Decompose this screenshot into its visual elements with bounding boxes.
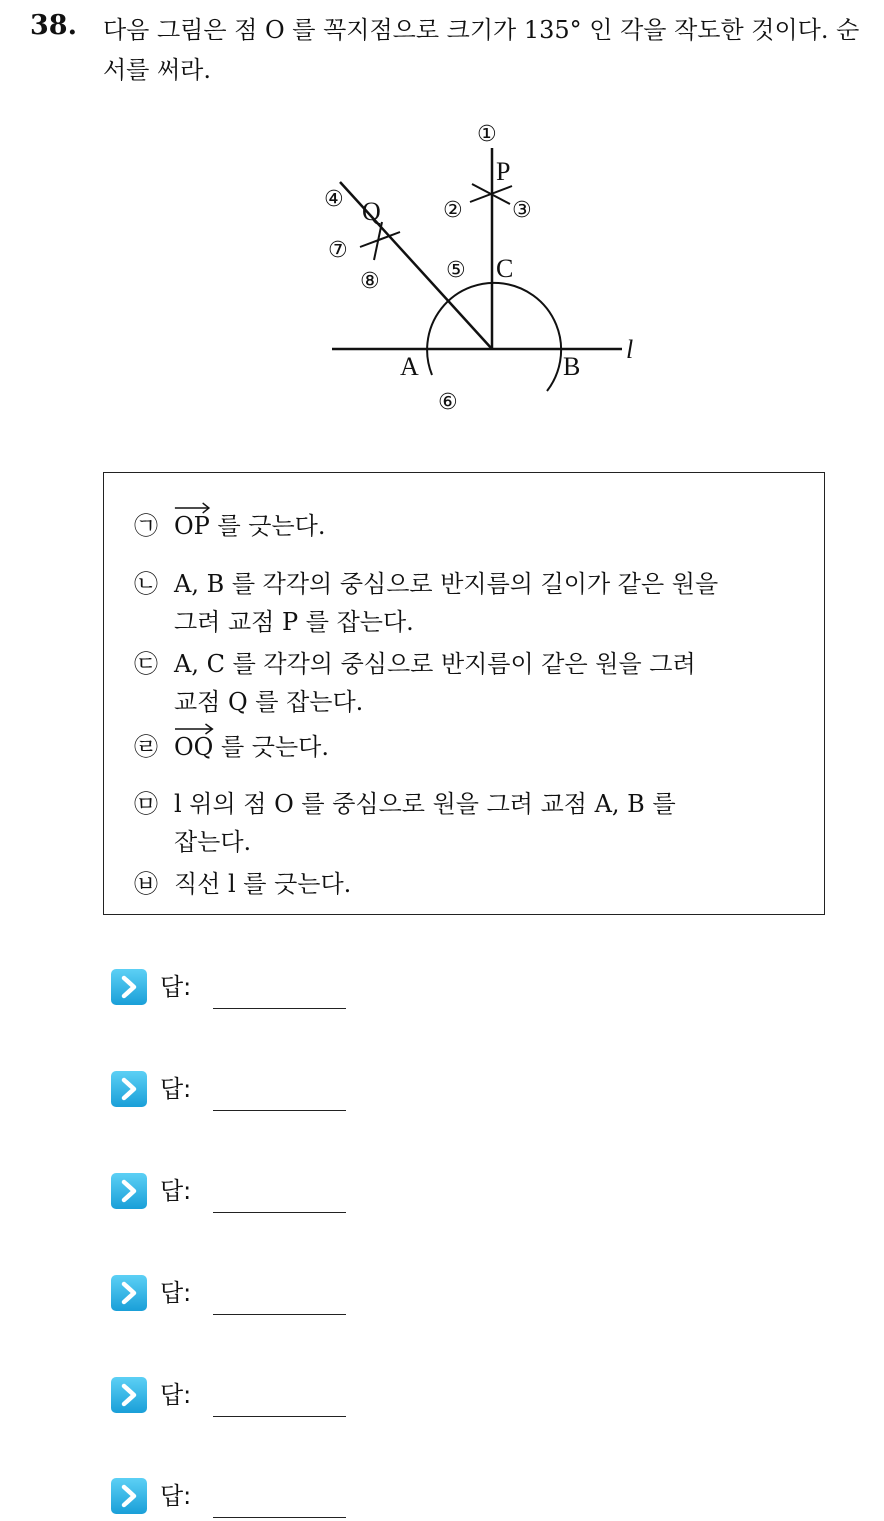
label-a: A [400, 352, 419, 381]
choice-text-line-1: l 위의 점 O 를 중심으로 원을 그려 교점 A, B 를 [174, 790, 676, 818]
step-6-label: ⑥ [438, 390, 458, 415]
choice-marker: ㉠ [134, 512, 158, 540]
label-q: Q [362, 197, 381, 226]
choice-text-line-1: 직선 l 를 긋는다. [174, 870, 352, 898]
choice-marker: ㉡ [134, 570, 158, 598]
label-c: C [496, 254, 514, 283]
label-b: B [563, 352, 581, 381]
vector-arrow-icon [174, 722, 213, 734]
choice-text-line-1: A, C 를 각각의 중심으로 반지름이 같은 원을 그려 [174, 650, 696, 678]
answer-label: 답: [160, 1279, 192, 1307]
step-7-label: ⑦ [328, 238, 348, 263]
vector-oq: OQ [174, 728, 213, 766]
answer-blank[interactable] [213, 1416, 346, 1417]
choice-marker: ㉣ [134, 733, 158, 761]
choice-5 [134, 785, 774, 861]
answer-label: 답: [160, 1381, 192, 1409]
answer-row-3 [110, 1172, 350, 1214]
chevron-right-icon [110, 1274, 148, 1312]
answer-row-5 [110, 1376, 350, 1418]
answer-row-6 [110, 1477, 350, 1519]
step-4-label: ④ [324, 187, 344, 212]
label-l: l [626, 335, 634, 364]
choice-text: 를 긋는다. [213, 733, 329, 761]
construction-diagram [300, 110, 660, 420]
answer-row-1 [110, 968, 350, 1010]
construction-figure [300, 110, 660, 420]
choice-1 [134, 507, 774, 545]
choices-box [103, 472, 825, 915]
vector-op: OP [174, 507, 210, 545]
question-number: 38. [30, 10, 77, 41]
answer-blank[interactable] [213, 1110, 346, 1111]
choice-4 [134, 728, 774, 766]
step-8-label: ⑧ [360, 269, 380, 294]
step-3-label: ③ [512, 198, 532, 223]
choice-text-line-2: 교점 Q 를 잡는다. [174, 688, 364, 716]
label-p: P [496, 157, 511, 186]
choice-text: 를 긋는다. [209, 512, 326, 540]
choice-text-line-2: 잡는다. [174, 828, 252, 856]
chevron-right-icon [110, 1172, 148, 1210]
chevron-right-icon [110, 1477, 148, 1515]
step-2-label: ② [443, 198, 463, 223]
answer-blank[interactable] [213, 1314, 346, 1315]
question-text: 다음 그림은 점 O 를 꼭지점으로 크기가 135° 인 각을 작도한 것이다. 순서를 써라. [103, 16, 860, 84]
choice-6 [134, 865, 774, 903]
choice-marker: ㉥ [134, 870, 158, 898]
choice-marker: ㉢ [134, 650, 158, 678]
chevron-right-icon [110, 1376, 148, 1414]
choice-2 [134, 565, 774, 641]
chevron-right-icon [110, 1070, 148, 1108]
choice-marker: ㉤ [134, 790, 158, 818]
choice-3 [134, 645, 774, 721]
answer-label: 답: [160, 1177, 192, 1205]
answer-blank[interactable] [213, 1008, 346, 1009]
step-5-label: ⑤ [446, 258, 466, 283]
answer-label: 답: [160, 1482, 192, 1510]
choice-text-line-1: A, B 를 각각의 중심으로 반지름의 길이가 같은 원을 [174, 570, 719, 598]
step-1-label: ① [477, 122, 497, 147]
answer-row-4 [110, 1274, 350, 1316]
vector-arrow-icon [174, 501, 210, 513]
answer-label: 답: [160, 1075, 192, 1103]
choice-text-line-2: 그려 교점 P 를 잡는다. [174, 608, 414, 636]
answer-label: 답: [160, 973, 192, 1001]
answer-blank[interactable] [213, 1212, 346, 1213]
answer-row-2 [110, 1070, 350, 1112]
answer-blank[interactable] [213, 1517, 346, 1518]
chevron-right-icon [110, 968, 148, 1006]
